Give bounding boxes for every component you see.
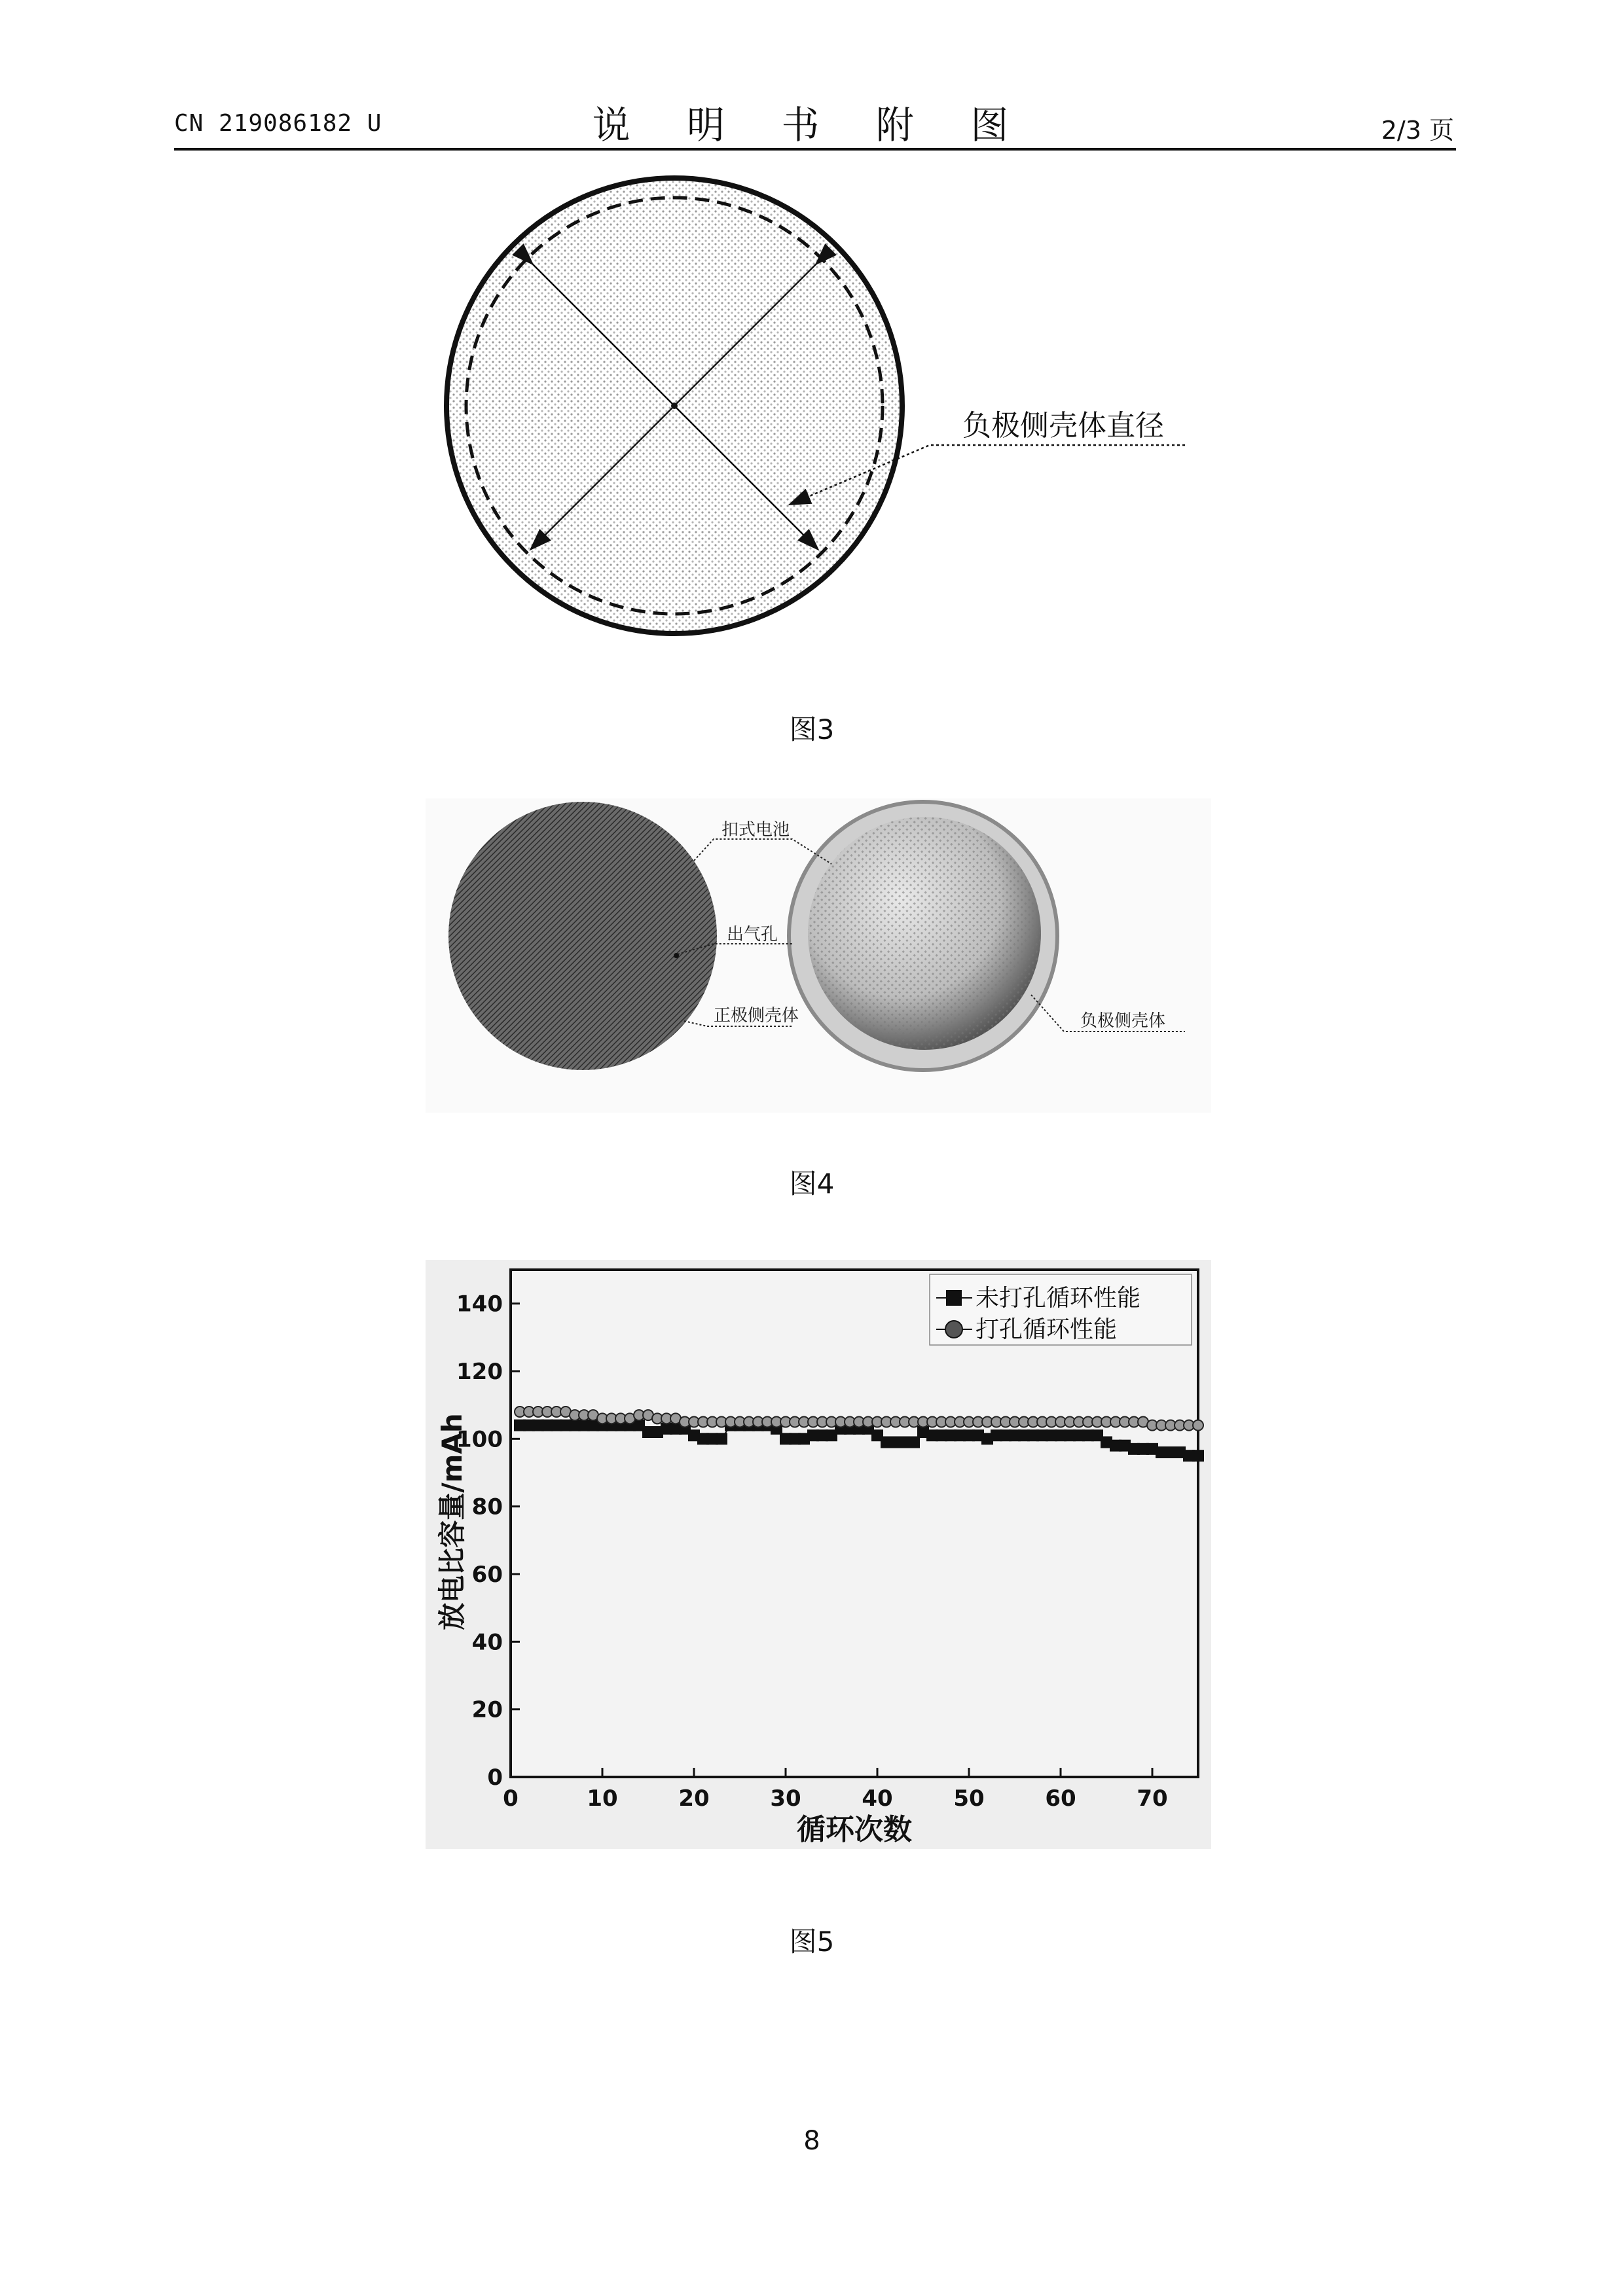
y-tick-label: 120 — [456, 1359, 503, 1385]
x-axis-label: 循环次数 — [797, 1813, 912, 1846]
x-tick-label: 60 — [1045, 1785, 1076, 1812]
point-series-1 — [908, 1437, 920, 1448]
positive-shell-disc — [448, 802, 717, 1070]
header-rule — [174, 148, 1456, 151]
page-indicator: 2/3 页 — [1381, 116, 1454, 145]
y-tick-label: 0 — [487, 1765, 503, 1791]
plot-area — [511, 1270, 1198, 1777]
figure-4-caption: 图4 — [789, 1168, 835, 1200]
negative-shell-texture — [808, 817, 1041, 1050]
center-dot — [671, 403, 678, 409]
legend-marker-circle — [945, 1321, 962, 1338]
x-tick-label: 10 — [587, 1785, 618, 1812]
x-tick-label: 70 — [1137, 1785, 1168, 1812]
x-tick-label: 0 — [503, 1785, 519, 1812]
figure-5-caption: 图5 — [789, 1926, 835, 1958]
point-series-1 — [1192, 1450, 1204, 1462]
figure-3-diagram — [393, 157, 1244, 668]
label-positive-shell: 正极侧壳体 — [714, 1006, 799, 1026]
figure-4-diagram — [426, 798, 1211, 1113]
y-tick-label: 40 — [471, 1629, 503, 1656]
x-tick-label: 20 — [678, 1785, 710, 1812]
page-title: 说 明 书 附 图 — [592, 103, 1031, 147]
figure-3-caption: 图3 — [789, 713, 835, 745]
x-tick-label: 50 — [953, 1785, 985, 1812]
x-tick-label: 30 — [770, 1785, 801, 1812]
y-axis-label: 放电比容量/mAh — [436, 1413, 468, 1630]
legend-marker-square — [946, 1290, 962, 1306]
legend — [930, 1274, 1192, 1345]
y-tick-label: 60 — [471, 1562, 503, 1588]
point-series-2 — [1193, 1420, 1203, 1431]
diameter-label: 负极侧壳体直径 — [962, 409, 1164, 442]
legend-label-2: 打孔循环性能 — [976, 1316, 1118, 1343]
y-tick-label: 80 — [471, 1494, 503, 1520]
vent-hole — [674, 953, 679, 958]
point-series-1 — [716, 1433, 727, 1444]
y-tick-label: 20 — [471, 1696, 503, 1723]
label-negative-shell: 负极侧壳体 — [1080, 1011, 1166, 1031]
y-tick-label: 100 — [456, 1426, 503, 1453]
x-tick-label: 40 — [862, 1785, 893, 1812]
figure-5-chart — [426, 1260, 1211, 1849]
y-tick-label: 140 — [456, 1291, 503, 1318]
patent-number: CN 219086182 U — [174, 110, 382, 137]
label-vent-hole: 出气孔 — [727, 925, 778, 944]
label-button-cell: 扣式电池 — [721, 820, 790, 840]
page-number: 8 — [803, 2126, 820, 2156]
legend-label-1: 未打孔循环性能 — [976, 1285, 1141, 1312]
